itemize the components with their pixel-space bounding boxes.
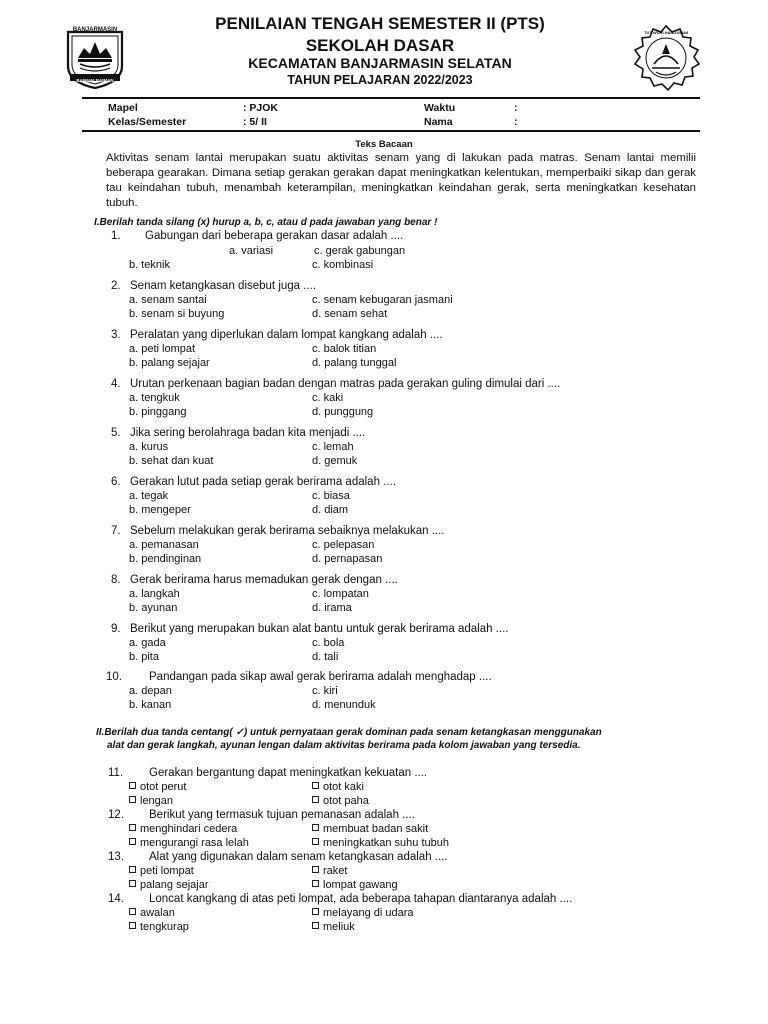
q3-option-b[interactable]: b. palang sejajar [129, 357, 210, 369]
q5-option-d[interactable]: d. gemuk [312, 455, 358, 467]
q12-option-4[interactable]: meningkatkan suhu tubuh [312, 837, 449, 849]
q10-option-c[interactable]: c. kiri [312, 685, 338, 697]
q2-option-d[interactable]: d. senam sehat [312, 308, 388, 320]
checkbox-icon[interactable] [312, 782, 319, 789]
section2-instruction-line1: II.Berilah dua tanda centang( ✓) untuk pernyataan gerak dominan pada senam ketangkasan menggunakan [96, 727, 602, 738]
checkbox-icon[interactable] [129, 824, 136, 831]
question-13: 13. Alat yang digunakan dalam senam ketangkasan adalah .... [108, 851, 448, 863]
checkbox-icon[interactable] [312, 866, 319, 873]
question-10: 10. Pandangan pada sikap awal gerak berirama adalah menghadap .... [106, 671, 492, 683]
question-2: 2. Senam ketangkasan disebut juga .... [111, 280, 317, 292]
q9-option-a[interactable]: a. gada [129, 637, 166, 649]
checkbox-icon[interactable] [312, 880, 319, 887]
q4-option-b[interactable]: b. pinggang [129, 406, 187, 418]
question-12: 12. Berikut yang termasuk tujuan pemanasan adalah .... [108, 809, 415, 821]
q10-option-d[interactable]: d. menunduk [312, 699, 376, 711]
checkbox-icon[interactable] [312, 796, 319, 803]
q4-option-d[interactable]: d. punggung [312, 406, 374, 418]
q12-option-2[interactable]: mengurangi rasa lelah [129, 837, 249, 849]
q8-option-b[interactable]: b. ayunan [129, 602, 178, 614]
mapel-label: Mapel [108, 102, 138, 114]
section2-instruction-line2: alat dan gerak langkah, ayunan lengan dalam aktivitas berirama pada kolom jawaban yang tersedia. [107, 740, 581, 751]
logo-left-top-text: BANJARMASIN [72, 27, 118, 33]
checkbox-icon[interactable] [129, 796, 136, 803]
q14-option-3[interactable]: melayang di udara [312, 907, 414, 919]
q7-option-d[interactable]: d. pernapasan [312, 553, 383, 565]
q10-option-a[interactable]: a. depan [129, 685, 172, 697]
district-name: KECAMATAN BANJARMASIN SELATAN [248, 55, 512, 71]
q13-option-2[interactable]: palang sejajar [129, 879, 209, 891]
q1-option-d[interactable]: c. kombinasi [312, 259, 374, 271]
q2-option-b[interactable]: b. senam si buyung [129, 308, 225, 320]
checkbox-icon[interactable] [129, 908, 136, 915]
checkbox-icon[interactable] [129, 838, 136, 845]
q13-option-4[interactable]: lompat gawang [312, 879, 398, 891]
q5-option-b[interactable]: b. sehat dan kuat [129, 455, 214, 467]
q6-option-d[interactable]: d. diam [312, 504, 349, 516]
q11-option-2[interactable]: lengan [129, 795, 173, 807]
logo-right-text: TUT WURI HANDAYANI [644, 30, 688, 35]
header-divider [82, 97, 700, 99]
question-6: 6. Gerakan lutut pada setiap gerak berirama adalah .... [111, 476, 396, 488]
q3-option-c[interactable]: c. balok titian [312, 343, 377, 355]
q8-option-a[interactable]: a. langkah [129, 588, 180, 600]
q7-option-c[interactable]: c. pelepasan [312, 539, 375, 551]
q6-option-c[interactable]: c. biasa [312, 490, 350, 502]
q6-option-a[interactable]: a. tegak [129, 490, 169, 502]
checkbox-icon[interactable] [312, 908, 319, 915]
q4-option-a[interactable]: a. tengkuk [129, 392, 180, 404]
question-1: 1. Gabungan dari beberapa gerakan dasar adalah .... [111, 230, 404, 242]
question-8: 8. Gerak berirama harus memadukan gerak dengan .... [111, 574, 398, 586]
question-14: 14. Loncat kangkang di atas peti lompat, ada beberapa tahapan diantaranya adalah .... [108, 893, 573, 905]
q12-option-1[interactable]: menghindari cedera [129, 823, 237, 835]
q2-option-a[interactable]: a. senam santai [129, 294, 207, 306]
q8-option-c[interactable]: c. lompatan [312, 588, 369, 600]
nama-label: Nama [424, 116, 453, 128]
checkbox-icon[interactable] [312, 922, 319, 929]
q4-option-c[interactable]: c. kaki [312, 392, 344, 404]
q5-option-c[interactable]: c. lemah [312, 441, 354, 453]
academic-year: TAHUN PELAJARAN 2022/2023 [287, 73, 473, 87]
q7-option-b[interactable]: b. pendinginan [129, 553, 202, 565]
q6-option-b[interactable]: b. mengeper [129, 504, 191, 516]
logo-left-bottom-text: BAIMAN BAIMAN [76, 78, 114, 83]
question-3: 3. Peralatan yang diperlukan dalam lompat kangkang adalah .... [111, 329, 443, 341]
q1-option-b[interactable]: b. teknik [129, 259, 170, 271]
checkbox-icon[interactable] [129, 866, 136, 873]
waktu-value[interactable]: : [514, 102, 518, 114]
q2-option-c[interactable]: c. senam kebugaran jasmani [312, 294, 453, 306]
section1-instruction: I.Berilah tanda silang (x) hurup a, b, c, atau d pada jawaban yang benar ! [94, 217, 438, 228]
q1-option-c[interactable]: c. gerak gabungan [314, 245, 406, 257]
checkbox-icon[interactable] [129, 880, 136, 887]
exam-title: PENILAIAN TENGAH SEMESTER II (PTS) [215, 14, 545, 33]
question-4: 4. Urutan perkenaan bagian badan dengan matras pada gerakan guling dimulai dari .... [111, 378, 561, 390]
nama-value[interactable]: : [514, 116, 518, 128]
checkbox-icon[interactable] [312, 824, 319, 831]
meta-divider [82, 130, 700, 132]
q10-option-b[interactable]: b. kanan [129, 699, 172, 711]
question-11: 11. Gerakan bergantung dapat meningkatkan kekuatan .... [108, 767, 428, 779]
reading-text: Aktivitas senam lantai merupakan suatu aktivitas senam yang di lakukan pada matras. Senam lantai memilii beberapa gearakan. Dimana setiap gerakan gerakan dapat meningkatkan kelentukan, memperbaiki sikap dan gerak tau keindahan tubuh, menambah keterampilan, meningkatkan keindahan gerak, serta meningkatkan kesehatan tubuh. [106, 152, 696, 209]
q13-option-1[interactable]: peti lompat [129, 865, 194, 877]
checkbox-icon[interactable] [312, 838, 319, 845]
checkbox-icon[interactable] [129, 922, 136, 929]
q11-option-4[interactable]: otot paha [312, 795, 369, 807]
q14-option-1[interactable]: awalan [129, 907, 175, 919]
q3-option-a[interactable]: a. peti lompat [129, 343, 196, 355]
q12-option-3[interactable]: membuat badan sakit [312, 823, 428, 835]
mapel-value: : PJOK [243, 102, 279, 114]
question-5: 5. Jika sering berolahraga badan kita menjadi .... [111, 427, 366, 439]
q9-option-b[interactable]: b. pita [129, 651, 159, 663]
q1-option-a[interactable]: a. variasi [229, 245, 274, 257]
q11-option-3[interactable]: otot kaki [312, 781, 364, 793]
q5-option-a[interactable]: a. kurus [129, 441, 169, 453]
kelas-label: Kelas/Semester [108, 116, 187, 128]
q11-option-1[interactable]: otot perut [129, 781, 186, 793]
question-9: 9. Berikut yang merupakan bukan alat bantu untuk gerak berirama adalah .... [111, 623, 509, 635]
q7-option-a[interactable]: a. pemanasan [129, 539, 199, 551]
waktu-label: Waktu [424, 102, 456, 114]
q3-option-d[interactable]: d. palang tunggal [312, 357, 397, 369]
kelas-value: : 5/ II [243, 116, 267, 128]
q8-option-d[interactable]: d. irama [312, 602, 352, 614]
question-7: 7. Sebelum melakukan gerak berirama sebaiknya melakukan .... [111, 525, 445, 537]
q14-option-4[interactable]: meliuk [312, 921, 355, 933]
q9-option-c[interactable]: c. bola [312, 637, 345, 649]
checkbox-icon[interactable] [129, 782, 136, 789]
q14-option-2[interactable]: tengkurap [129, 921, 189, 933]
q13-option-3[interactable]: raket [312, 865, 347, 877]
reading-title: Teks Bacaan [355, 139, 413, 150]
q9-option-d[interactable]: d. tali [312, 651, 339, 663]
school-level: SEKOLAH DASAR [305, 36, 455, 55]
